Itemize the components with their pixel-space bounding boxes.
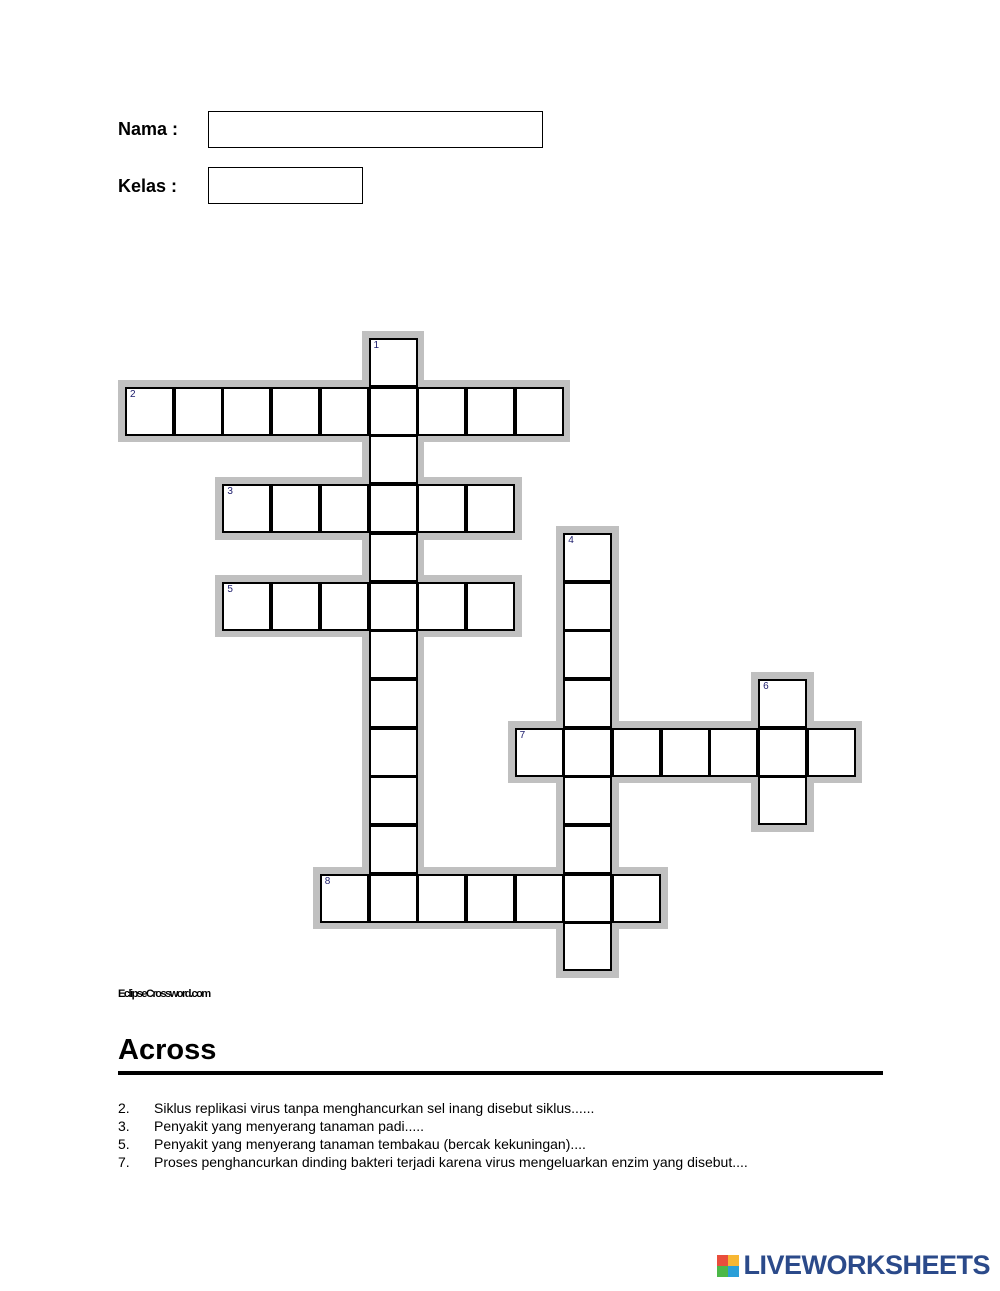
- crossword-cell[interactable]: [174, 387, 223, 436]
- crossword-cell[interactable]: [369, 338, 418, 387]
- crossword-cell[interactable]: [417, 387, 466, 436]
- clue-text: Penyakit yang menyerang tanaman padi.....: [154, 1118, 425, 1134]
- crossword-cell[interactable]: [563, 728, 612, 777]
- clue-number-label: 6: [763, 680, 769, 692]
- crossword-cell[interactable]: [222, 582, 271, 631]
- clue-number-label: 7: [519, 729, 526, 741]
- crossword-cell[interactable]: [563, 679, 612, 728]
- crossword-cell[interactable]: [563, 776, 612, 825]
- crossword-cell[interactable]: [563, 922, 612, 971]
- crossword-cell[interactable]: [515, 874, 564, 923]
- crossword-cell[interactable]: [807, 728, 856, 777]
- clue-text: Proses penghancurkan dinding bakteri terjadi karena virus mengeluarkan enzim yang disebut....: [154, 1154, 748, 1170]
- clue-number-label: 5: [227, 583, 233, 595]
- clue-item: [118, 1117, 748, 1135]
- crossword-cell[interactable]: [320, 874, 369, 923]
- clue-number: 7.: [118, 1154, 130, 1170]
- crossword-cell[interactable]: [563, 825, 612, 874]
- crossword-cell[interactable]: [466, 387, 515, 436]
- crossword-cell[interactable]: [222, 387, 271, 436]
- crossword-cell[interactable]: [369, 484, 418, 533]
- clue-item: [118, 1135, 748, 1153]
- crossword-cell[interactable]: [758, 728, 807, 777]
- crossword-cell[interactable]: [563, 874, 612, 923]
- clue-number: 2.: [118, 1100, 130, 1116]
- crossword-cell[interactable]: [369, 825, 418, 874]
- clue-number-label: 1: [373, 340, 380, 351]
- crossword-cell[interactable]: [369, 776, 418, 825]
- crossword-cell[interactable]: [612, 728, 661, 777]
- crossword-credit: EclipseCrossword.com: [118, 988, 210, 1000]
- crossword-cell[interactable]: [320, 582, 369, 631]
- crossword-cell[interactable]: [369, 874, 418, 923]
- clue-text: Siklus replikasi virus tanpa menghancurkan sel inang disebut siklus......: [154, 1100, 595, 1116]
- brand-logo: [717, 1250, 990, 1281]
- crossword-cell[interactable]: [466, 484, 515, 533]
- clue-number: 5.: [118, 1136, 130, 1152]
- crossword-cell[interactable]: [369, 728, 418, 777]
- crossword-cell[interactable]: [125, 387, 174, 436]
- clue-text: Penyakit yang menyerang tanaman tembakau (bercak kekuningan)....: [154, 1136, 586, 1152]
- crossword-cell[interactable]: [271, 582, 320, 631]
- across-heading-rule: [118, 1071, 883, 1075]
- crossword-cell[interactable]: [271, 484, 320, 533]
- clue-number-label: 8: [324, 875, 331, 887]
- crossword-cell[interactable]: [563, 630, 612, 679]
- crossword-cell[interactable]: [612, 874, 661, 923]
- crossword-cell[interactable]: [466, 874, 515, 923]
- crossword-cell[interactable]: [515, 387, 564, 436]
- crossword-cell[interactable]: [369, 387, 418, 436]
- crossword-cell[interactable]: [369, 582, 418, 631]
- crossword-cell[interactable]: [320, 484, 369, 533]
- clue-number-label: 2: [130, 388, 136, 400]
- clue-item: [118, 1153, 748, 1171]
- crossword-cell[interactable]: [758, 776, 807, 825]
- across-clue-list: [118, 1099, 748, 1171]
- crossword-cell[interactable]: [709, 728, 758, 777]
- crossword-cell[interactable]: [417, 874, 466, 923]
- crossword-cell[interactable]: [417, 582, 466, 631]
- across-heading: Across: [118, 1034, 217, 1066]
- crossword-cell[interactable]: [563, 582, 612, 631]
- crossword-cell[interactable]: [369, 630, 418, 679]
- crossword-cell[interactable]: [271, 387, 320, 436]
- clue-number: 3.: [118, 1118, 130, 1134]
- clue-number-label: 4: [568, 534, 574, 546]
- clue-item: [118, 1099, 748, 1117]
- crossword-cell[interactable]: [320, 387, 369, 436]
- name-label: Nama :: [118, 119, 179, 139]
- brand-blocks-icon: [717, 1255, 739, 1277]
- crossword-cell[interactable]: [369, 679, 418, 728]
- crossword-cell[interactable]: [222, 484, 271, 533]
- clue-number-label: 3: [227, 486, 233, 498]
- crossword-cell[interactable]: [661, 728, 710, 777]
- class-label: Kelas :: [118, 176, 178, 196]
- crossword-cell[interactable]: [515, 728, 564, 777]
- crossword-cell[interactable]: [563, 533, 612, 582]
- crossword-cell[interactable]: [369, 435, 418, 484]
- brand-text: LIVEWORKSHEETS: [743, 1250, 990, 1280]
- crossword-cell[interactable]: [417, 484, 466, 533]
- crossword-cell[interactable]: [758, 679, 807, 728]
- crossword-cell[interactable]: [369, 533, 418, 582]
- crossword-cell[interactable]: [466, 582, 515, 631]
